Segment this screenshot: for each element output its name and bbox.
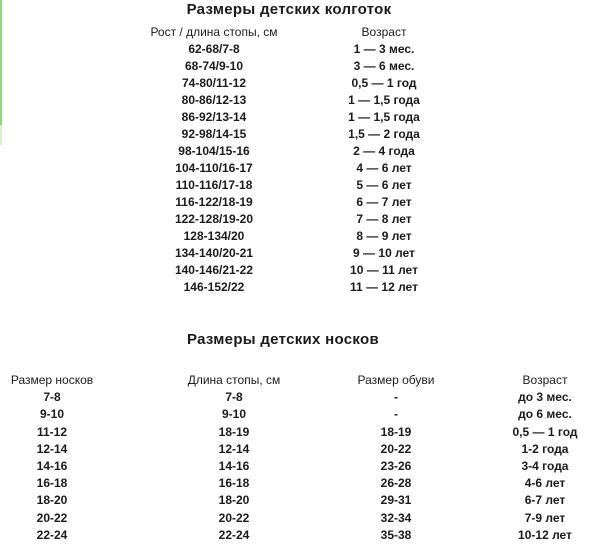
tights-cell-height: 134-140/20-21 bbox=[174, 246, 254, 260]
tights-row bbox=[0, 76, 595, 93]
socks-cell-shoe-size: 35-38 bbox=[380, 527, 412, 542]
socks-cell-shoe-size: 23-26 bbox=[380, 458, 412, 473]
tights-cell-height: 116-122/18-19 bbox=[175, 195, 253, 209]
tights-title: Размеры детских колготок bbox=[186, 1, 392, 18]
socks-cell-shoe-size: 29-31 bbox=[380, 493, 412, 508]
tights-cell-age: 11 — 12 лет bbox=[350, 280, 418, 294]
tights-row bbox=[0, 229, 595, 246]
tights-header-age: Возраст bbox=[361, 25, 407, 39]
socks-header-sock-size: Размер носков bbox=[10, 373, 94, 387]
socks-cell-age: 10-12 лет bbox=[518, 527, 572, 542]
tights-cell-height: 62-68/7-8 bbox=[188, 42, 240, 56]
tights-row bbox=[0, 280, 595, 297]
tights-cell-height: 92-98/14-15 bbox=[181, 127, 247, 141]
tights-cell-age: 10 — 11 лет bbox=[350, 263, 418, 277]
tights-cell-age: 6 — 7 лет bbox=[356, 195, 412, 209]
socks-cell-age: до 6 мес. bbox=[518, 407, 572, 422]
tights-row bbox=[0, 42, 595, 59]
socks-cell-sock-size: 16-18 bbox=[36, 476, 68, 491]
socks-size-table bbox=[0, 373, 595, 545]
socks-row bbox=[0, 442, 595, 459]
socks-cell-shoe-size: 18-19 bbox=[380, 424, 412, 439]
tights-row bbox=[0, 178, 595, 195]
tights-header-row bbox=[0, 25, 595, 42]
socks-header-row bbox=[0, 373, 595, 390]
socks-cell-sock-size: 20-22 bbox=[36, 510, 68, 525]
tights-cell-height: 146-152/22 bbox=[183, 280, 245, 294]
tights-cell-height: 110-116/17-18 bbox=[175, 178, 253, 192]
socks-cell-foot-length: 18-19 bbox=[218, 424, 250, 439]
socks-cell-sock-size: 7-8 bbox=[43, 390, 61, 405]
tights-cell-age: 9 — 10 лет bbox=[353, 246, 415, 260]
tights-row bbox=[0, 144, 595, 161]
socks-cell-shoe-size: 26-28 bbox=[380, 476, 412, 491]
socks-row bbox=[0, 476, 595, 493]
socks-cell-sock-size: 22-24 bbox=[36, 527, 68, 542]
socks-row bbox=[0, 425, 595, 442]
tights-row bbox=[0, 263, 595, 280]
tights-row bbox=[0, 110, 595, 127]
socks-row bbox=[0, 390, 595, 407]
socks-cell-foot-length: 12-14 bbox=[218, 441, 250, 456]
socks-cell-shoe-size: - bbox=[394, 407, 398, 422]
tights-row bbox=[0, 212, 595, 229]
socks-header-foot-length: Длина стопы, см bbox=[187, 373, 281, 387]
socks-cell-foot-length: 16-18 bbox=[218, 476, 250, 491]
tights-cell-height: 86-92/13-14 bbox=[181, 110, 247, 124]
socks-cell-age: 4-6 лет bbox=[524, 476, 566, 491]
socks-title: Размеры детских носков bbox=[186, 331, 380, 348]
tights-size-table bbox=[0, 25, 595, 297]
tights-cell-age: 1 — 1,5 года bbox=[348, 93, 420, 107]
socks-cell-foot-length: 20-22 bbox=[218, 510, 250, 525]
tights-cell-height: 80-86/12-13 bbox=[181, 93, 247, 107]
socks-cell-shoe-size: 32-34 bbox=[380, 510, 412, 525]
tights-row bbox=[0, 127, 595, 144]
socks-cell-age: до 3 мес. bbox=[518, 390, 572, 405]
tights-cell-age: 4 — 6 лет bbox=[356, 161, 412, 175]
socks-cell-foot-length: 18-20 bbox=[218, 493, 250, 508]
socks-row bbox=[0, 511, 595, 528]
socks-cell-age: 7-9 лет bbox=[524, 510, 566, 525]
tights-cell-age: 0,5 — 1 год bbox=[351, 76, 417, 90]
tights-cell-age: 3 — 6 мес. bbox=[353, 59, 415, 73]
tights-row bbox=[0, 195, 595, 212]
tights-cell-age: 8 — 9 лет bbox=[356, 229, 412, 243]
tights-row bbox=[0, 246, 595, 263]
tights-cell-height: 122-128/19-20 bbox=[174, 212, 254, 226]
tights-cell-height: 104-110/16-17 bbox=[175, 161, 253, 175]
socks-cell-sock-size: 11-12 bbox=[36, 424, 68, 439]
tights-row bbox=[0, 93, 595, 110]
tights-cell-age: 7 — 8 лет bbox=[356, 212, 412, 226]
socks-cell-shoe-size: 20-22 bbox=[380, 441, 412, 456]
tights-cell-height: 74-80/11-12 bbox=[181, 76, 247, 90]
tights-cell-height: 128-134/20 bbox=[183, 229, 245, 243]
tights-row bbox=[0, 161, 595, 178]
socks-header-shoe-size: Размер обуви bbox=[357, 373, 435, 387]
tights-cell-age: 1 — 1,5 года bbox=[348, 110, 420, 124]
tights-cell-age: 1 — 3 мес. bbox=[353, 42, 415, 56]
tights-cell-age: 2 — 4 года bbox=[353, 144, 415, 158]
socks-row bbox=[0, 493, 595, 510]
socks-row bbox=[0, 528, 595, 545]
socks-cell-foot-length: 7-8 bbox=[225, 390, 243, 405]
socks-cell-age: 0,5 — 1 год bbox=[512, 424, 578, 439]
tights-row bbox=[0, 59, 595, 76]
socks-row bbox=[0, 459, 595, 476]
tights-cell-age: 5 — 6 лет bbox=[356, 178, 412, 192]
socks-cell-foot-length: 14-16 bbox=[218, 458, 250, 473]
socks-cell-age: 6-7 лет bbox=[524, 493, 566, 508]
socks-cell-sock-size: 18-20 bbox=[36, 493, 68, 508]
tights-cell-age: 1,5 — 2 года bbox=[348, 127, 420, 141]
socks-cell-sock-size: 12-14 bbox=[36, 441, 68, 456]
socks-cell-foot-length: 22-24 bbox=[218, 527, 250, 542]
socks-cell-shoe-size: - bbox=[394, 390, 398, 405]
socks-cell-sock-size: 9-10 bbox=[39, 407, 65, 422]
socks-row bbox=[0, 407, 595, 424]
socks-cell-sock-size: 14-16 bbox=[36, 458, 68, 473]
socks-cell-age: 1-2 года bbox=[521, 441, 569, 456]
socks-cell-age: 3-4 года bbox=[521, 458, 569, 473]
socks-header-age: Возраст bbox=[522, 373, 568, 387]
socks-cell-foot-length: 9-10 bbox=[221, 407, 247, 422]
tights-cell-height: 140-146/21-22 bbox=[174, 263, 254, 277]
tights-cell-height: 68-74/9-10 bbox=[184, 59, 244, 73]
tights-header-height: Рост / длина стопы, см bbox=[150, 25, 278, 39]
tights-cell-height: 98-104/15-16 bbox=[178, 144, 250, 158]
